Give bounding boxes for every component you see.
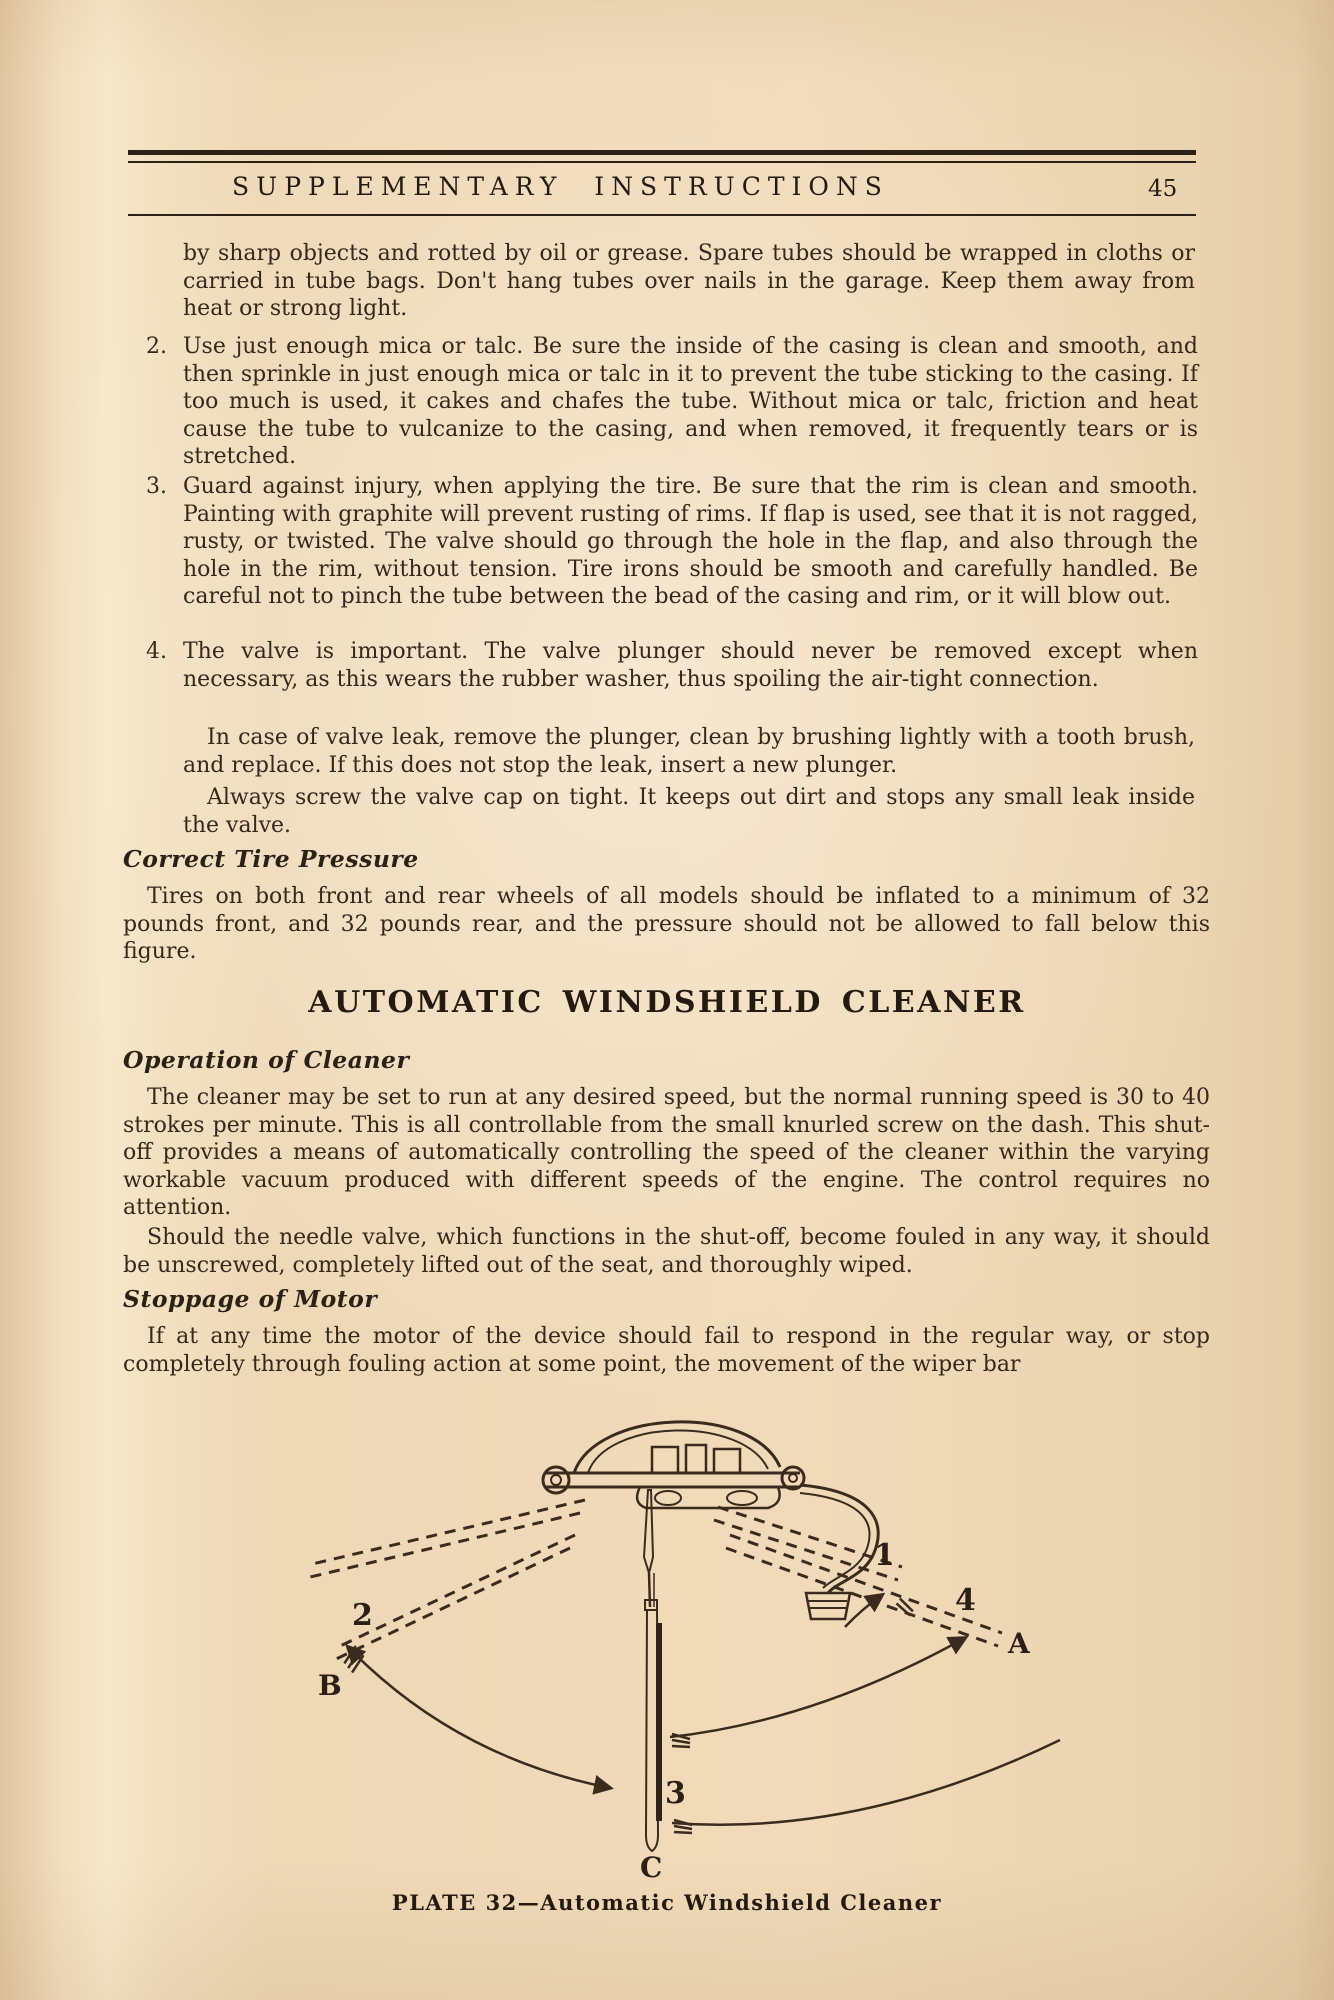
intro-paragraph: by sharp objects and rotted by oil or grease. Spare tubes should be wrapped in cloths or carried in tube bags. Don't hang tubes over nails in the garage. Keep them away from heat or strong light. <box>183 241 1195 321</box>
label-point-b: B <box>318 1669 342 1702</box>
stoppage-paragraph: If at any time the motor of the device should fail to respond in the regular way, or stop completely through fouling action at some point, the movement of the wiper bar <box>123 1324 1210 1377</box>
wiper-blade <box>644 1490 662 1851</box>
pressure-heading: Correct Tire Pressure <box>123 845 419 873</box>
valve-paragraph-2: Always screw the valve cap on tight. It keeps out dirt and stops any small leak inside the valve. <box>183 785 1195 838</box>
stoppage-heading: Stoppage of Motor <box>123 1285 378 1313</box>
sweep-arcs <box>348 1595 1060 1825</box>
operation-paragraph-2: Should the needle valve, which functions in the shut-off, become fouled in any way, it should be unscrewed, completely lifted out of the seat, and thoroughly wiped. <box>123 1225 1210 1278</box>
feather-marks <box>340 1599 914 1833</box>
operation-heading: Operation of Cleaner <box>123 1046 410 1074</box>
valve-paragraph-1: In case of valve leak, remove the plunger, clean by brushing lightly with a tooth brush, and replace. If this does not stop the leak, insert a new plunger. <box>183 725 1195 778</box>
list-item-3 <box>146 473 1198 611</box>
list-item-4-number: 4. <box>146 639 167 664</box>
label-position-1: 1 <box>874 1538 895 1573</box>
list-item-3-text: Guard against injury, when applying the tire. Be sure that the rim is clean and smooth. Painting with graphite will prevent rusting of rims. If flap is used, see that it is not ragged, rusty, or twisted. The valve should go through the hole in the flap, and also through the hole in the rim, without tension. Tire irons should be smooth and carefully handled. Be careful not to pinch the tube between the bead of the casing and rim, or it will blow out. <box>183 474 1198 609</box>
header-rule-thin <box>128 161 1196 163</box>
windshield-cleaner-diagram <box>0 1395 1334 1895</box>
section-title: AUTOMATIC WINDSHIELD CLEANER <box>308 985 1026 1020</box>
page-number: 45 <box>1148 176 1178 202</box>
label-position-3: 3 <box>665 1776 686 1811</box>
wiper-blade-strip <box>656 1623 662 1821</box>
running-header-title: SUPPLEMENTARY INSTRUCTIONS <box>232 172 889 201</box>
wiper-motor-mechanism <box>543 1422 804 1508</box>
list-item-2 <box>146 333 1198 471</box>
label-point-a: A <box>1008 1627 1030 1660</box>
label-point-c: C <box>640 1851 663 1884</box>
pressure-paragraph: Tires on both front and rear wheels of all models should be inflated to a minimum of 32 pounds front, and 32 pounds rear, and the pressure should not be allowed to fall below this figure. <box>123 884 1210 964</box>
label-position-2: 2 <box>352 1598 373 1633</box>
list-item-3-number: 3. <box>146 474 167 499</box>
label-position-4: 4 <box>955 1583 976 1618</box>
list-item-4 <box>146 638 1198 693</box>
header-rule-bottom <box>128 214 1196 216</box>
list-item-4-text: The valve is important. The valve plunger should never be removed except when necessary, as this wears the rubber washer, thus spoiling the air-tight connection. <box>183 639 1198 692</box>
list-item-2-text: Use just enough mica or talc. Be sure the inside of the casing is clean and smooth, and then sprinkle in just enough mica or talc in it to prevent the tube sticking to the casing. If too much is used, it cakes and chafes the tube. Without mica or talc, friction and heat cause the tube to vulcanize to the casing, and when removed, it frequently tears or is stretched. <box>183 334 1198 469</box>
operation-paragraph-1: The cleaner may be set to run at any desired speed, but the normal running speed is 30 to 40 strokes per minute. This is all controllable from the small knurled screw on the dash. This shut-off provides a means of automatically controlling the speed of the cleaner within the varying workable vacuum produced with different speeds of the engine. The control requires no attention. <box>123 1085 1210 1220</box>
list-item-2-number: 2. <box>146 334 167 359</box>
header-rule-thick <box>128 150 1196 155</box>
plate-caption: PLATE 32—Automatic Windshield Cleaner <box>391 1890 943 1915</box>
